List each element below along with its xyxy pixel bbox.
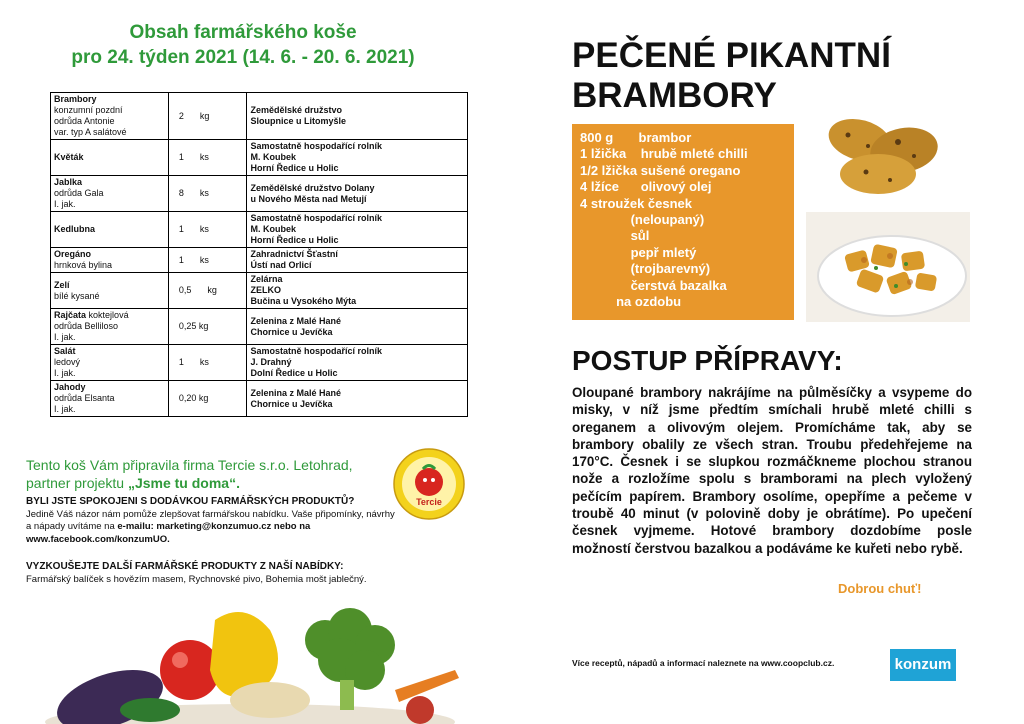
product-desc: konzumní pozdní [54, 105, 123, 115]
product-desc: bílé kysané [54, 290, 100, 301]
konzum-logo [890, 649, 956, 681]
supplier-line: u Nového Města nad Metují [250, 193, 367, 204]
basket-row [51, 273, 468, 309]
supplier-line: Zelenina z Malé Hané [250, 315, 342, 326]
supplier-line: Ústí nad Orlicí [250, 260, 312, 270]
ingredient-line: pepř mletý [580, 244, 697, 260]
basket-table [50, 92, 468, 417]
quantity-cell [168, 309, 247, 345]
quantity: 1 [178, 224, 184, 234]
method-title: POSTUP PŘÍPRAVY: [572, 345, 843, 376]
unit: ks [199, 254, 209, 265]
quantity: 1 [178, 152, 184, 162]
product-name: Oregáno [54, 249, 92, 259]
quantity: 1 [178, 357, 184, 367]
quantity: 1 [178, 254, 184, 265]
supplier-line: M. Koubek [250, 152, 296, 162]
supplier-cell [247, 140, 468, 176]
product-name: Květák [54, 152, 84, 162]
basket-row [51, 309, 468, 345]
tercie-logo-text: Tercie [416, 497, 442, 507]
ingredient-line: čerstvá bazalka [580, 277, 727, 293]
basket-title-line2: pro 24. týden 2021 (14. 6. - 20. 6. 2021) [71, 47, 415, 68]
product-desc: odrůda Belliloso [54, 321, 119, 331]
supplier-line: Zelenina z Malé Hané [250, 387, 342, 398]
supplier-cell [247, 248, 468, 273]
baked-potatoes-dish-image [806, 212, 970, 322]
basket-row [51, 176, 468, 212]
product-desc: I. jak. [54, 368, 76, 378]
ingredients-box [572, 124, 794, 320]
basket-row [51, 345, 468, 381]
product-name: Brambory [54, 94, 97, 104]
product-desc: I. jak. [54, 332, 76, 342]
supplier-line: M. Koubek [250, 224, 296, 234]
project-name: „Jsme tu doma“. [127, 475, 240, 491]
supplier-line: Zemědělské družstvo [250, 105, 343, 115]
ingredient-line: na ozdobu [580, 294, 682, 310]
product-desc: var. typ A salátové [54, 127, 127, 137]
recipe-title-line1: PEČENÉ PIKANTNÍ [572, 36, 891, 75]
recipe-title [572, 36, 992, 116]
ingredient-line: sůl [580, 228, 650, 244]
ingredient-line: 4 stroužek česnek [580, 195, 693, 211]
more-text: Farmářský balíček s hovězím masem, Rychnovské pivo, Bohemia mošt jablečný. [26, 573, 367, 585]
ingredient-line: 4 lžíce olivový olej [580, 179, 712, 195]
unit: kg [207, 285, 217, 295]
supplier-cell [247, 176, 468, 212]
product-name-suffix: koktejlová [88, 310, 129, 320]
supplier-line: Zahradnictví Šťastní [250, 249, 338, 259]
ingredient-line: 1 lžička hrubě mleté chilli [580, 146, 748, 162]
supplier-line: Sloupnice u Litomyšle [250, 116, 346, 126]
feedback-line1: Jedině Váš názor nám pomůže zlepšovat farmářskou nabídku. Vaše připomínky, návrhy [26, 508, 395, 520]
facebook-link[interactable]: www.facebook.com/konzumUO. [26, 533, 170, 545]
ingredient-line: (trojbarevný) [580, 261, 711, 277]
supplier-line: Zelárna [250, 274, 283, 284]
supplier-line: J. Drahný [250, 357, 292, 367]
product-cell [51, 381, 169, 417]
raw-potatoes-image [818, 110, 948, 200]
unit: ks [199, 188, 209, 198]
product-desc: I. jak. [54, 199, 76, 209]
product-desc: ledový [54, 357, 81, 367]
supplier-cell [247, 273, 468, 309]
product-desc: hrnková bylina [54, 260, 113, 270]
product-cell [51, 212, 169, 248]
supplier-cell [247, 212, 468, 248]
product-desc: odrůda Antonie [54, 116, 115, 126]
more-products [26, 561, 466, 586]
footer-note: Více receptů, nápadů a informací naleznete na www.coopclub.cz. [572, 658, 835, 668]
bon-appetit-text: Dobrou chuť! [838, 581, 922, 596]
product-name: Kedlubna [54, 224, 96, 234]
product-name: Zelí [54, 279, 70, 290]
feedback-block [26, 496, 466, 546]
product-cell [51, 273, 169, 309]
supplier-cell [247, 93, 468, 140]
unit: ks [199, 224, 209, 234]
quantity: 0,25 kg [178, 321, 209, 331]
ingredient-line: 1/2 lžička sušené oregano [580, 162, 741, 178]
product-name: Jahody [54, 382, 86, 392]
supplier-line: Horní Ředice u Holic [250, 235, 339, 245]
basket-row [51, 381, 468, 417]
feedback-heading: BYLI JSTE SPOKOJENI S DODÁVKOU FARMÁŘSKÝCH PRODUKTŮ? [26, 496, 355, 507]
unit: ks [199, 357, 209, 367]
product-cell [51, 345, 169, 381]
feedback-email[interactable]: e-mailu: marketing@konzumuo.cz nebo na [117, 521, 311, 532]
quantity-cell [168, 273, 247, 309]
product-cell [51, 93, 169, 140]
quantity-cell [168, 176, 247, 212]
supplier-cell [247, 309, 468, 345]
product-name: Salát [54, 346, 76, 356]
unit: kg [199, 110, 210, 121]
product-desc: I. jak. [54, 404, 76, 414]
quantity: 2 [178, 110, 184, 121]
basket-row [51, 140, 468, 176]
product-cell [51, 248, 169, 273]
unit: ks [199, 152, 209, 162]
supplier-cell [247, 345, 468, 381]
basket-row [51, 93, 468, 140]
basket-row [51, 248, 468, 273]
basket-title-line1: Obsah farmářského koše [129, 22, 357, 43]
basket-title [20, 20, 466, 70]
product-name: Rajčata [54, 310, 87, 320]
supplier-cell [247, 381, 468, 417]
supplier-line: Samostatně hospodařící rolník [250, 141, 383, 151]
vegetables-image [40, 600, 460, 724]
more-heading: VYZKOUŠEJTE DALŠÍ FARMÁŘSKÉ PRODUKTY Z NAŠÍ NABÍDKY: [26, 561, 344, 572]
product-cell [51, 140, 169, 176]
supplier-line: Bučina u Vysokého Mýta [250, 296, 357, 306]
supplier-line: Samostatně hospodařící rolník [250, 213, 383, 223]
product-desc: odrůda Gala [54, 188, 104, 198]
product-cell [51, 176, 169, 212]
supplier-line: Chornice u Jevíčka [250, 398, 333, 409]
quantity-cell [168, 93, 247, 140]
quantity-cell [168, 381, 247, 417]
supplier-line: Zemědělské družstvo Dolany [250, 182, 375, 193]
quantity-cell [168, 140, 247, 176]
quantity-cell [168, 248, 247, 273]
supplier-line: Dolní Ředice u Holic [250, 368, 338, 378]
product-name: Jablka [54, 177, 83, 187]
supplier-line: Horní Ředice u Holic [250, 163, 339, 173]
company-line2-prefix: partner projektu [26, 475, 128, 491]
supplier-line: Chornice u Jevíčka [250, 326, 333, 337]
konzum-logo-text: konzum [894, 656, 952, 673]
ingredient-line: (neloupaný) [580, 212, 705, 228]
quantity: 8 [178, 188, 184, 198]
company-line1: Tento koš Vám připravila firma Tercie s.r.o. Letohrad, [26, 457, 353, 473]
ingredient-line: 800 g brambor [580, 130, 692, 145]
supplier-line: ZELKO [250, 285, 281, 295]
quantity: 0,5 [178, 285, 192, 295]
product-desc: odrůda Elsanta [54, 393, 115, 403]
feedback-line2-prefix: a nápady uvítáme na [26, 521, 118, 532]
quantity: 0,20 kg [178, 393, 209, 403]
company-note [26, 456, 406, 492]
basket-row [51, 212, 468, 248]
method-text: Oloupané brambory nakrájíme na půlměsíčky a vsypeme do misky, v níž jsme předtím smíchali hrubě mleté chilli s oreganem a olivovým olejem. Promícháme tak, aby se brambory obalily ze všech stran. Troubu předehřejeme na 170°C. Česnek i se slupkou rozmáčkneme plochou stranou nože a rozložíme spolu s bramborami na plech vyložený pečícím papírem. Brambory osolíme, opepříme a pečeme v troubě 40 minut (v polovině doby je obrátíme). Po upečení česnek vyjmeme. Hotové brambory dozdobíme posle možností čerstvou bazalkou a podáváme ke kuřeti nebo rybě. [572, 385, 972, 556]
supplier-line: Samostatně hospodařící rolník [250, 346, 383, 356]
quantity-cell [168, 345, 247, 381]
recipe-title-line2: BRAMBORY [572, 76, 777, 115]
product-cell [51, 309, 169, 345]
quantity-cell [168, 212, 247, 248]
